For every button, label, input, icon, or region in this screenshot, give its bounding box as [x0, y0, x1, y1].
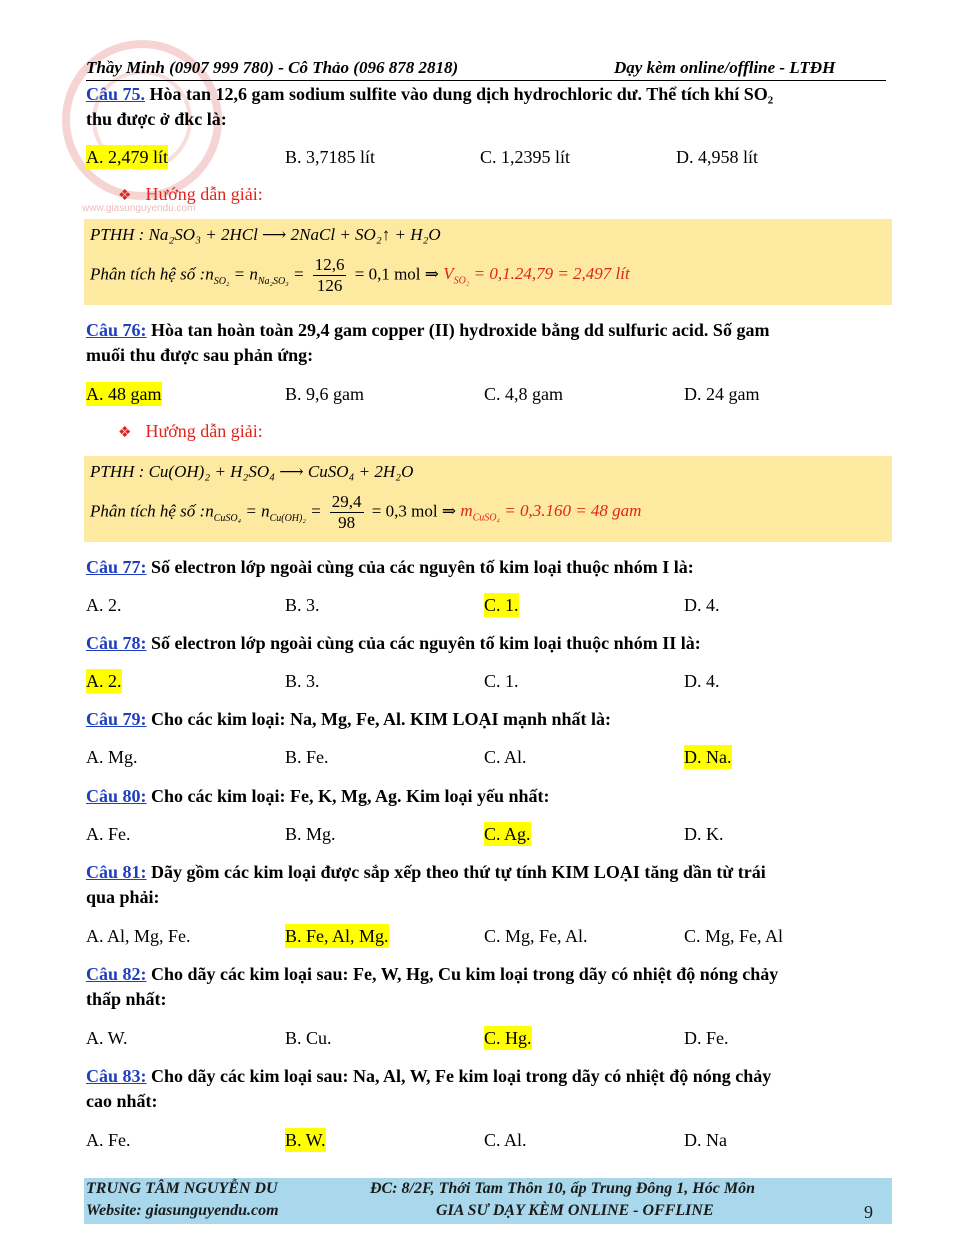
- question-number[interactable]: Câu 80:: [86, 786, 147, 806]
- option-d: D. 4.: [684, 671, 720, 691]
- option-a: A. 48 gam: [86, 384, 162, 404]
- question-number[interactable]: Câu 77:: [86, 557, 147, 577]
- option-a: A. W.: [86, 1028, 128, 1048]
- diamond-bullet-icon: ❖: [118, 425, 132, 441]
- analysis-line: Phân tích hệ số $:n_{SO_2} = n_{Na_2SO_3}$ = $\frac{12,6}{126}$ = 0,1 mol ⇒ $V_{SO_2} = 0,1.24,79 = 2,497$ lít: [90, 255, 630, 295]
- watermark-url: www.giasunguyendu.com: [82, 203, 196, 214]
- question-78: [86, 631, 890, 656]
- question-80: [86, 784, 890, 809]
- option-c: C. Hg.: [484, 1028, 532, 1048]
- question-81: [86, 860, 890, 885]
- footer-address: ĐC: 8/2F, Thới Tam Thôn 10, ấp Trung Đông 1, Hóc Môn: [370, 1180, 755, 1197]
- option-a: A. 2,479 lít: [86, 147, 169, 167]
- question-number[interactable]: Câu 79:: [86, 709, 147, 729]
- question-82: [86, 962, 890, 987]
- question-76-line2: muối thu được sau phản ứng:: [86, 345, 314, 365]
- option-c: C. Al.: [484, 1130, 527, 1150]
- question-77: [86, 555, 890, 580]
- option-d: D. 4.: [684, 595, 720, 615]
- question-83: [86, 1064, 890, 1089]
- option-c: C. Al.: [484, 747, 527, 767]
- option-d: D. Na.: [684, 747, 732, 767]
- question-text: Cho các kim loại: Fe, K, Mg, Ag. Kim loại yếu nhất:: [151, 786, 550, 806]
- diamond-bullet-icon: ❖: [118, 188, 132, 204]
- question-text: Hòa tan hoàn toàn 29,4 gam copper (II) hydroxide bằng dd sulfuric acid. Số gam: [151, 320, 770, 340]
- option-a: A. Fe.: [86, 1130, 131, 1150]
- option-c: C. Mg, Fe, Al.: [484, 926, 588, 946]
- option-a: A. Al, Mg, Fe.: [86, 926, 191, 946]
- question-number[interactable]: Câu 81:: [86, 862, 147, 882]
- option-c: C. 1.: [484, 595, 519, 615]
- footer-center-name: TRUNG TÂM NGUYỄN DU: [86, 1180, 278, 1197]
- page-footer: [84, 1178, 892, 1224]
- option-b: B. 3.: [285, 595, 320, 615]
- question-number[interactable]: Câu 83:: [86, 1066, 147, 1086]
- option-b: B. Fe.: [285, 747, 329, 767]
- option-b: B. Fe, Al, Mg.: [285, 926, 389, 946]
- footer-website[interactable]: Website: giasunguyendu.com: [86, 1202, 279, 1219]
- solution-box: [84, 219, 892, 305]
- equation-line: PTHH : Cu(OH)₂ + H₂SO₄ ⟶ CuSO₄ + 2H₂O: [90, 462, 414, 481]
- question-text: Cho dãy các kim loại sau: Na, Al, W, Fe kim loại trong dãy có nhiệt độ nóng chảy: [151, 1066, 772, 1086]
- question-text: Số electron lớp ngoài cùng của các nguyên tố kim loại thuộc nhóm I là:: [151, 557, 694, 577]
- option-a: A. 2.: [86, 595, 122, 615]
- page-number: 9: [864, 1202, 873, 1222]
- option-d: D. Na: [684, 1130, 727, 1150]
- guide-heading: ❖ Hướng dẫn giải:: [118, 184, 263, 204]
- question-number[interactable]: Câu 82:: [86, 964, 147, 984]
- question-text: Dãy gồm các kim loại được sắp xếp theo thứ tự tính KIM LOẠI tăng dần từ trái: [151, 862, 766, 882]
- option-d: D. Fe.: [684, 1028, 729, 1048]
- option-c: C. Ag.: [484, 824, 531, 844]
- question-75-line2: thu được ở đkc là:: [86, 109, 227, 129]
- header-service: Dạy kèm online/offline - LTĐH: [614, 58, 836, 77]
- option-d: D. K.: [684, 824, 724, 844]
- option-a: A. Fe.: [86, 824, 131, 844]
- question-82-line2: thấp nhất:: [86, 989, 167, 1009]
- fraction: $\frac{12,6}{126}$: [314, 255, 345, 295]
- question-number[interactable]: Câu 76:: [86, 320, 147, 340]
- guide-heading: ❖ Hướng dẫn giải:: [118, 421, 263, 441]
- option-b: B. 3,7185 lít: [285, 147, 376, 167]
- option-b: B. Cu.: [285, 1028, 332, 1048]
- option-a: A. Mg.: [86, 747, 138, 767]
- option-b: B. 3.: [285, 671, 320, 691]
- option-b: B. 9,6 gam: [285, 384, 364, 404]
- fraction: $\frac{29,4}{98}$: [331, 492, 362, 532]
- question-number[interactable]: Câu 75.: [86, 84, 146, 104]
- option-c: C. 1.: [484, 671, 519, 691]
- question-83-line2: cao nhất:: [86, 1091, 158, 1111]
- option-d: D. 4,958 lít: [676, 147, 759, 167]
- question-text: Cho các kim loại: Na, Mg, Fe, Al. KIM LOẠI mạnh nhất là:: [151, 709, 612, 729]
- question-text: Cho dãy các kim loại sau: Fe, W, Hg, Cu kim loại trong dãy có nhiệt độ nóng chảy: [151, 964, 779, 984]
- question-text: Số electron lớp ngoài cùng của các nguyên tố kim loại thuộc nhóm II là:: [151, 633, 701, 653]
- question-79: [86, 707, 890, 732]
- option-c: C. 1,2395 lít: [480, 147, 571, 167]
- question-81-line2: qua phải:: [86, 887, 160, 907]
- equation-line: PTHH : Na₂SO₃ + 2HCl ⟶ 2NaCl + SO₂↑ + H₂O: [90, 225, 441, 244]
- question-76: [86, 318, 890, 343]
- option-a: A. 2.: [86, 671, 122, 691]
- question-75: [86, 82, 890, 107]
- option-d: D. 24 gam: [684, 384, 760, 404]
- option-d: C. Mg, Fe, Al: [684, 926, 784, 946]
- header-contacts: Thầy Minh (0907 999 780) - Cô Thảo (096 878 2818): [86, 58, 459, 77]
- option-b: B. W.: [285, 1130, 326, 1150]
- page-header: [86, 58, 886, 81]
- question-number[interactable]: Câu 78:: [86, 633, 147, 653]
- question-text: Hòa tan 12,6 gam sodium sulfite vào dung dịch hydrochloric dư. Thể tích khí SO₂: [149, 84, 774, 104]
- option-b: B. Mg.: [285, 824, 336, 844]
- option-c: C. 4,8 gam: [484, 384, 563, 404]
- footer-slogan: GIA SƯ DẠY KÈM ONLINE - OFFLINE: [436, 1202, 714, 1219]
- solution-box: [84, 456, 892, 542]
- analysis-line: Phân tích hệ số $:n_{CuSO_4} = n_{Cu(OH)_2}$ = $\frac{29,4}{98}$ = 0,3 mol ⇒ $m_{CuSO_4} = 0,3.160 = 48$ gam: [90, 492, 642, 532]
